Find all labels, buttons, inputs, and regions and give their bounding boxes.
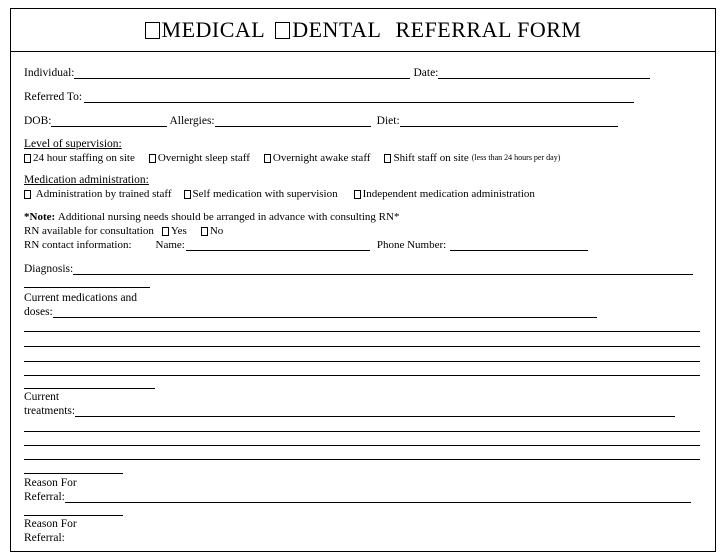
checkbox-icon xyxy=(354,190,361,199)
diagnosis-label: Diagnosis: xyxy=(24,263,74,275)
reason-label-2a: Reason For xyxy=(24,518,77,530)
rn-available-row xyxy=(24,224,223,238)
reason-label-1a: Reason For xyxy=(24,477,77,489)
diagnosis-field[interactable] xyxy=(73,264,693,275)
medication-options xyxy=(24,187,535,201)
title-rest: REFERRAL FORM xyxy=(395,17,582,42)
current-medications-row xyxy=(24,305,599,319)
checkbox-icon xyxy=(162,227,169,236)
rn-name-field[interactable] xyxy=(186,240,370,251)
current-medications-field[interactable] xyxy=(53,307,597,318)
supervision-option-24h[interactable] xyxy=(24,151,135,165)
checkbox-icon xyxy=(149,154,156,163)
option-label: 24 hour staffing on site xyxy=(33,152,135,164)
dob-label: DOB: xyxy=(24,115,52,127)
reason-field-1[interactable] xyxy=(65,492,691,503)
option-label: Self medication with supervision xyxy=(192,188,338,200)
option-label: Independent medication administration xyxy=(362,188,535,200)
treatments-line-3[interactable] xyxy=(24,459,700,460)
medication-option-self-supervised[interactable] xyxy=(184,187,338,201)
rn-yes-option[interactable] xyxy=(162,224,187,238)
date-field[interactable] xyxy=(438,68,650,79)
medications-line-3[interactable] xyxy=(24,361,700,362)
date-label: Date: xyxy=(413,67,439,79)
note-text: Additional nursing needs should be arranged in advance with consulting RN* xyxy=(57,211,400,223)
dob-row xyxy=(24,114,620,128)
medications-line-1[interactable] xyxy=(24,331,700,332)
supervision-options xyxy=(24,151,560,165)
treatments-line-2[interactable] xyxy=(24,445,700,446)
rn-contact-label: RN contact information: xyxy=(24,239,132,251)
option-label: Overnight awake staff xyxy=(272,152,371,164)
current-medications-label-2: doses: xyxy=(24,306,53,318)
rn-phone-field[interactable] xyxy=(450,240,588,251)
checkbox-icon xyxy=(201,227,208,236)
medications-line-4[interactable] xyxy=(24,375,700,376)
checkbox-icon xyxy=(264,154,271,163)
checkbox-icon xyxy=(24,154,31,163)
medication-option-independent[interactable] xyxy=(354,187,535,201)
reason-label-2b: Referral: xyxy=(24,532,65,544)
option-label: Yes xyxy=(170,225,187,237)
note-label: *Note: xyxy=(24,211,56,223)
supervision-heading: Level of supervision: xyxy=(24,138,122,150)
current-treatments-label-2: treatments: xyxy=(24,405,76,417)
supervision-option-overnight-sleep[interactable] xyxy=(149,151,250,165)
nursing-note xyxy=(24,210,399,224)
option-label: Overnight sleep staff xyxy=(157,152,250,164)
referred-to-row xyxy=(24,90,636,104)
individual-row xyxy=(24,66,652,80)
current-treatments-field[interactable] xyxy=(75,406,675,417)
medical-checkbox[interactable] xyxy=(145,22,160,39)
option-label: Shift staff on site xyxy=(393,152,469,164)
rn-no-option[interactable] xyxy=(201,224,223,238)
shift-note: (less than 24 hours per day) xyxy=(471,153,561,162)
dental-checkbox[interactable] xyxy=(275,22,290,39)
medication-heading: Medication administration: xyxy=(24,174,149,186)
treatments-line-1[interactable] xyxy=(24,431,700,432)
medications-line-2[interactable] xyxy=(24,346,700,347)
title-dental: DENTAL xyxy=(292,17,382,42)
dob-field[interactable] xyxy=(51,116,167,127)
rn-name-label: Name: xyxy=(155,239,185,251)
referred-to-field[interactable] xyxy=(84,92,634,103)
referred-to-label: Referred To: xyxy=(24,91,83,103)
diet-field[interactable] xyxy=(400,116,618,127)
title-medical: MEDICAL xyxy=(161,17,266,42)
checkbox-icon xyxy=(24,190,31,199)
diagnosis-continuation-line xyxy=(24,287,150,288)
diagnosis-row xyxy=(24,262,695,276)
diet-label: Diet: xyxy=(376,115,400,127)
reason-continuation-line[interactable] xyxy=(24,515,123,516)
treatments-line-4[interactable] xyxy=(24,473,123,474)
current-treatments-row xyxy=(24,404,677,418)
reason-row-1 xyxy=(24,490,693,504)
reason-label-1b: Referral: xyxy=(24,491,65,503)
checkbox-icon xyxy=(384,154,391,163)
option-label: Administration by trained staff xyxy=(35,188,172,200)
current-medications-label-1: Current medications and xyxy=(24,292,138,304)
current-treatments-label-1: Current xyxy=(24,391,60,403)
supervision-option-shift[interactable] xyxy=(384,151,468,165)
medications-line-5[interactable] xyxy=(24,388,155,389)
rn-phone-label: Phone Number: xyxy=(376,239,447,251)
individual-field[interactable] xyxy=(74,68,410,79)
form-title xyxy=(10,8,716,52)
supervision-option-overnight-awake[interactable] xyxy=(264,151,371,165)
medication-option-trained-staff[interactable] xyxy=(24,187,172,201)
option-label: No xyxy=(209,225,224,237)
allergies-label: Allergies: xyxy=(169,115,215,127)
allergies-field[interactable] xyxy=(215,116,371,127)
checkbox-icon xyxy=(184,190,191,199)
rn-available-label: RN available for consultation xyxy=(24,225,154,237)
individual-label: Individual: xyxy=(24,67,75,79)
rn-contact-row xyxy=(24,238,590,252)
